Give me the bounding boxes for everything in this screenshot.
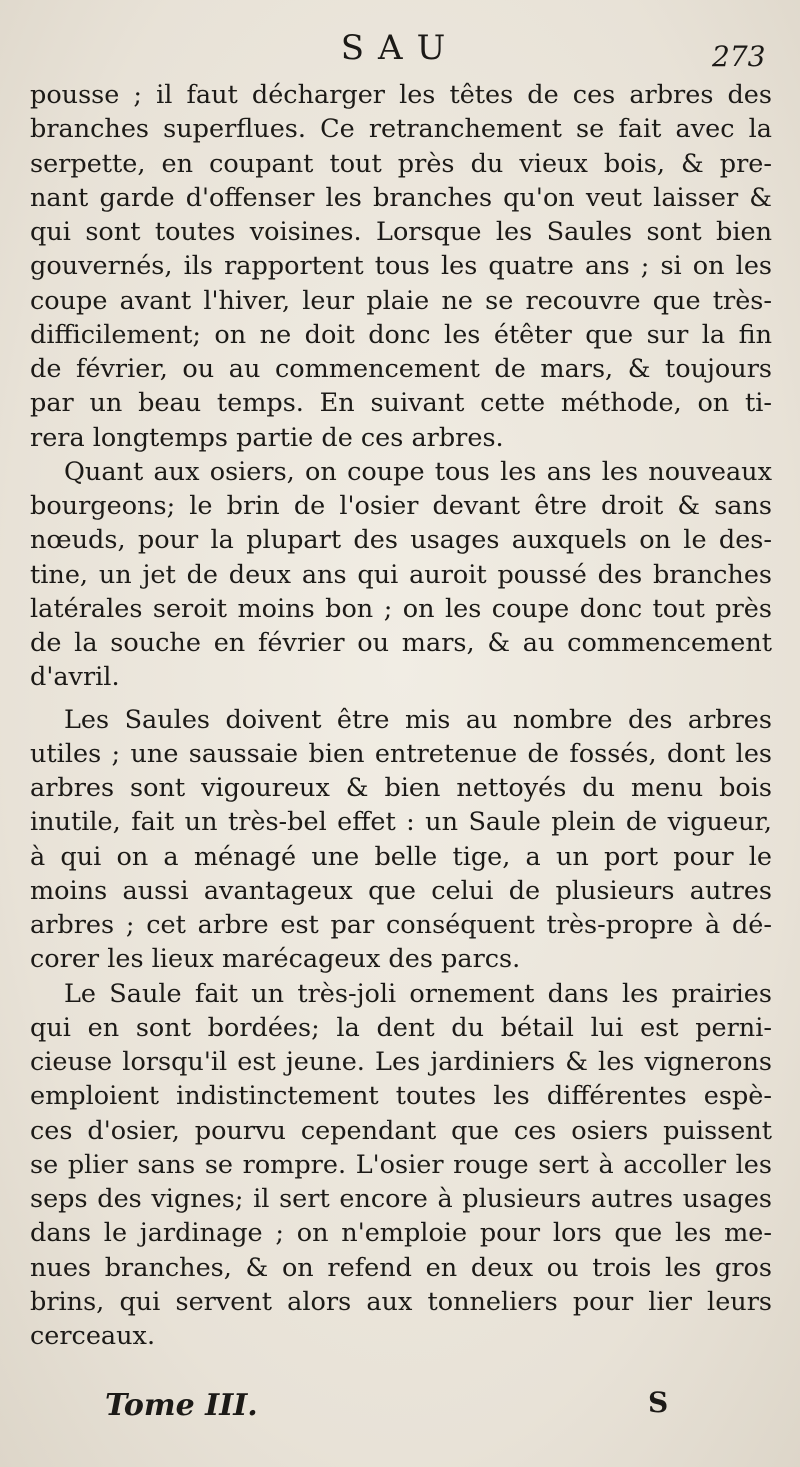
text-line: gouvernés, ils rapportent tous les quatre ans ; si on les bbox=[30, 251, 772, 282]
text-line: latérales seroit moins bon ; on les coupe donc tout près bbox=[30, 593, 772, 624]
signature-mark: S bbox=[648, 1386, 669, 1419]
text-line: ces d'osier, pourvu cependant que ces osiers puissent bbox=[30, 1115, 772, 1146]
text-line: utiles ; une saussaie bien entretenue de fossés, dont les bbox=[30, 738, 772, 769]
text-line: de février, ou au commencement de mars, & toujours bbox=[30, 354, 772, 384]
text-line: par un beau temps. En suivant cette méthode, on ti- bbox=[30, 388, 772, 419]
text-line: corer les lieux marécageux des parcs. bbox=[30, 944, 521, 975]
text-line: brins, qui servent alors aux tonneliers pour lier leurs bbox=[30, 1286, 772, 1317]
text-line: emploient indistinctement toutes les différentes espè- bbox=[30, 1081, 772, 1112]
text-line: difficilement; on ne doit donc les étêter que sur la fin bbox=[30, 319, 772, 350]
text-line: rera longtemps partie de ces arbres. bbox=[30, 422, 504, 453]
text-line: branches superflues. Ce retranchement se fait avec la bbox=[30, 114, 772, 145]
body-text bbox=[30, 78, 772, 1353]
text-line: nues branches, & on refend en deux ou trois les gros bbox=[30, 1252, 772, 1283]
text-line: Les Saules doivent être mis au nombre des arbres bbox=[64, 704, 772, 735]
text-line: bourgeons; le brin de l'osier devant être droit & sans bbox=[30, 491, 772, 521]
volume-signature: Tome III. bbox=[105, 1388, 258, 1423]
text-line: nœuds, pour la plupart des usages auxquels on le des- bbox=[30, 525, 772, 556]
text-line: cieuse lorsqu'il est jeune. Les jardiniers & les vignerons bbox=[30, 1047, 772, 1077]
text-line: inutile, fait un très-bel effet : un Saule plein de vigueur, bbox=[30, 807, 772, 838]
text-line: nant garde d'offenser les branches qu'on veut laisser & bbox=[30, 182, 772, 213]
text-line: pousse ; il faut décharger les têtes de ces arbres des bbox=[30, 80, 772, 110]
text-line: cerceaux. bbox=[30, 1321, 156, 1351]
text-line: se plier sans se rompre. L'osier rouge sert à accoller les bbox=[30, 1149, 772, 1180]
text-line: à qui on a ménagé une belle tige, a un port pour le bbox=[30, 841, 772, 872]
text-line: coupe avant l'hiver, leur plaie ne se recouvre que très- bbox=[30, 285, 772, 316]
text-line: seps des vignes; il sert encore à plusieurs autres usages bbox=[30, 1184, 772, 1214]
text-line: qui en sont bordées; la dent du bétail lui est perni- bbox=[30, 1012, 772, 1043]
running-head: SAU bbox=[340, 28, 460, 68]
text-line: arbres ; cet arbre est par conséquent très-propre à dé- bbox=[30, 910, 772, 940]
text-line: d'avril. bbox=[30, 662, 120, 693]
text-line: dans le jardinage ; on n'emploie pour lors que les me- bbox=[30, 1218, 772, 1249]
page-number: 273 bbox=[712, 40, 766, 73]
text-line: qui sont toutes voisines. Lorsque les Saules sont bien bbox=[30, 217, 772, 247]
text-line: de la souche en février ou mars, & au commencement bbox=[30, 628, 772, 658]
text-line: moins aussi avantageux que celui de plusieurs autres bbox=[30, 875, 772, 906]
text-line: Quant aux osiers, on coupe tous les ans les nouveaux bbox=[64, 456, 772, 487]
text-line: arbres sont vigoureux & bien nettoyés du menu bois bbox=[30, 773, 772, 803]
text-line: tine, un jet de deux ans qui auroit poussé des branches bbox=[30, 559, 772, 590]
text-line: serpette, en coupant tout près du vieux bois, & pre- bbox=[30, 148, 772, 179]
text-line: Le Saule fait un très-joli ornement dans les prairies bbox=[64, 978, 772, 1009]
